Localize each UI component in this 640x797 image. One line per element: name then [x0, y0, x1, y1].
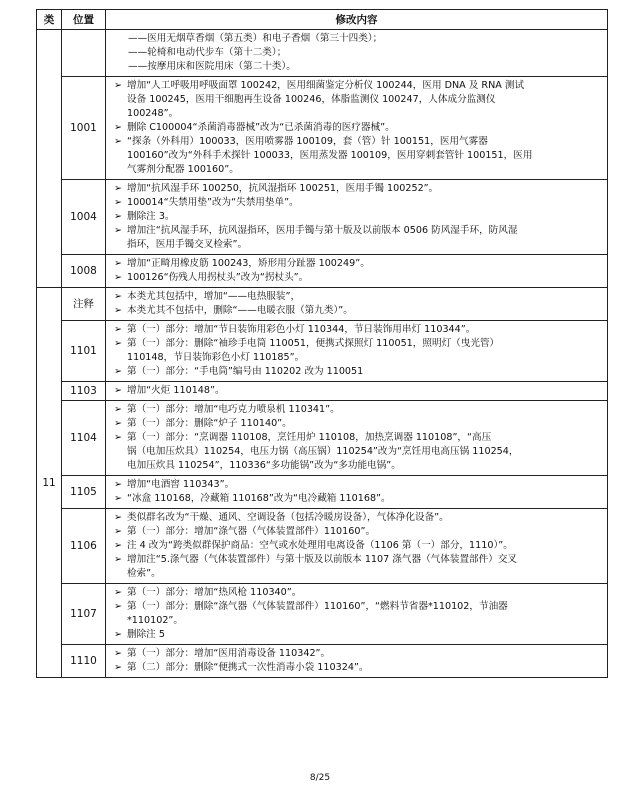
table-row	[37, 30, 608, 77]
line-text: 100248”。	[127, 108, 179, 119]
bullet-arrow-icon: ➢	[114, 526, 123, 537]
bullet-arrow-icon: ➢	[114, 404, 123, 415]
line-text: 第（一）部分：增加“电巧克力喷泉机 110341”。	[127, 404, 340, 415]
bullet-arrow-icon: ➢	[114, 258, 123, 269]
content-line	[114, 163, 601, 177]
bullet-arrow-icon: ➢	[114, 291, 123, 302]
content-line	[114, 271, 601, 285]
bullet-arrow-icon: ➢	[114, 493, 123, 504]
header-position: 位置	[62, 10, 106, 30]
line-text: ——轮椅和电动代步车（第十二类）；	[128, 47, 287, 58]
content-line	[114, 647, 601, 661]
content-line	[114, 492, 601, 506]
content-cell	[106, 645, 608, 678]
content-line	[114, 290, 601, 304]
table-row	[37, 77, 608, 180]
bullet-arrow-icon: ➢	[114, 432, 123, 443]
bullet-arrow-icon: ➢	[114, 540, 123, 551]
content-cell	[106, 180, 608, 255]
line-text: 删除注 3。	[127, 211, 175, 222]
content-line	[114, 46, 601, 60]
content-cell	[106, 382, 608, 401]
amendment-table	[36, 9, 608, 678]
line-text: 增加“火炬 110148”。	[127, 385, 225, 396]
position-cell: 1103	[62, 382, 106, 401]
position-cell: 1106	[62, 509, 106, 584]
bullet-arrow-icon: ➢	[114, 305, 123, 316]
content-line	[114, 323, 601, 337]
line-text: 100014“失禁用垫”改为“失禁用垫单”。	[127, 197, 299, 208]
table-row	[37, 255, 608, 288]
content-line	[114, 79, 601, 93]
line-text: 第（一）部分：增加“医用消毒设备 110342”。	[127, 648, 331, 659]
line-text: 增加“电酒窖 110343”。	[127, 479, 235, 490]
line-text: “探条（外科用）100033，医用喷雾器 100109，套（管）针 100151，医用气雾器	[127, 136, 488, 147]
table-row	[37, 180, 608, 255]
content-line	[114, 567, 601, 581]
bullet-arrow-icon: ➢	[114, 418, 123, 429]
content-cell	[106, 255, 608, 288]
line-text: 增加注“5.涤气器（气体装置部件）与第十版及以前版本 1107 涤气器（气体装置部件）交叉	[127, 554, 518, 565]
bullet-arrow-icon: ➢	[114, 324, 123, 335]
line-text: 增加“抗风湿手环 100250，抗风湿指环 100251，医用手镯 100252”。	[127, 183, 439, 194]
content-cell	[106, 509, 608, 584]
content-line	[114, 553, 601, 567]
line-text: 第（一）部分：增加“节日装饰用彩色小灯 110344，节日装饰用串灯 110344”。	[127, 324, 476, 335]
line-text: 指环，医用手镯交叉检索”。	[127, 239, 248, 250]
table-row	[37, 509, 608, 584]
bullet-arrow-icon: ➢	[114, 338, 123, 349]
bullet-arrow-icon: ➢	[114, 648, 123, 659]
line-text: 第（一）部分：“烹调器 110108，烹饪用炉 110108，加热烹调器 110108”，“高压	[127, 432, 492, 443]
content-line	[114, 431, 601, 445]
bullet-arrow-icon: ➢	[114, 136, 123, 147]
position-cell: 1104	[62, 401, 106, 476]
table-header-row	[37, 10, 608, 30]
position-cell: 注释	[62, 288, 106, 321]
line-text: 气雾剂分配器 100160”。	[127, 164, 239, 175]
line-text: 本类尤其不包括中，删除“——电暖衣服（第九类）”。	[127, 305, 353, 316]
position-cell: 1004	[62, 180, 106, 255]
table-row	[37, 584, 608, 645]
category-cell	[37, 30, 62, 288]
content-line	[114, 539, 601, 553]
bullet-arrow-icon: ➢	[114, 197, 123, 208]
bullet-arrow-icon: ➢	[114, 554, 123, 565]
bullet-arrow-icon: ➢	[114, 122, 123, 133]
content-line	[114, 304, 601, 318]
content-line	[114, 478, 601, 492]
content-line	[114, 224, 601, 238]
content-line	[114, 107, 601, 121]
table-row	[37, 321, 608, 382]
bullet-arrow-icon: ➢	[114, 80, 123, 91]
position-cell: 1008	[62, 255, 106, 288]
bullet-arrow-icon: ➢	[114, 587, 123, 598]
line-text: “冰盒 110168，冷藏箱 110168”改为“电冷藏箱 110168”。	[127, 493, 391, 504]
content-line	[114, 511, 601, 525]
content-cell	[106, 288, 608, 321]
bullet-arrow-icon: ➢	[114, 272, 123, 283]
line-text: 增加“人工呼吸用呼吸面罩 100242，医用细菌鉴定分析仪 100244，医用 DNA 及 RNA 测试	[127, 80, 525, 91]
header-category: 类	[37, 10, 62, 30]
position-cell: 1001	[62, 77, 106, 180]
content-line	[114, 525, 601, 539]
content-line	[114, 149, 601, 163]
line-text: 增加“正畸用橡皮筋 100243，矫形用分趾器 100249”。	[127, 258, 370, 269]
table-row	[37, 401, 608, 476]
line-text: 电加压炊具 110254”，110336“多功能锅”改为“多功能电锅”。	[127, 460, 401, 471]
content-line	[114, 445, 601, 459]
content-line	[114, 32, 601, 46]
bullet-arrow-icon: ➢	[114, 211, 123, 222]
content-line	[114, 182, 601, 196]
content-line	[114, 600, 601, 614]
header-content: 修改内容	[106, 10, 608, 30]
line-text: 类似群名改为“干燥、通风、空调设备（包括冷暖房设备），气体净化设备”。	[127, 512, 449, 523]
content-line	[114, 351, 601, 365]
line-text: 锅（电加压炊具）110254，电压力锅（高压锅）110254”改为“烹饪用电高压锅 110254，	[127, 446, 519, 457]
line-text: 本类尤其包括中，增加“——电热服装”，	[127, 291, 301, 302]
content-cell	[106, 476, 608, 509]
content-line	[114, 384, 601, 398]
line-text: 检索”。	[127, 568, 161, 579]
line-text: 第（一）部分：删除“炉子 110140”。	[127, 418, 292, 429]
table-row	[37, 476, 608, 509]
bullet-arrow-icon: ➢	[114, 183, 123, 194]
content-line	[114, 628, 601, 642]
bullet-arrow-icon: ➢	[114, 479, 123, 490]
line-text: 第（一）部分：增加“热风枪 110340”。	[127, 587, 302, 598]
line-text: 注 4 改为“跨类似群保护商品：空气或水处理用电离设备（1106 第（一）部分，1110）”。	[127, 540, 513, 551]
position-cell: 1105	[62, 476, 106, 509]
position-cell	[62, 30, 106, 77]
line-text: 110148，节日装饰彩色小灯 110185”。	[127, 352, 305, 363]
bullet-arrow-icon: ➢	[114, 629, 123, 640]
line-text: 第（一）部分：增加“涤气器（气体装置部件）110160”。	[127, 526, 376, 537]
line-text: 100160”改为“外科手术探针 100033，医用蒸发器 100109，医用穿刺套管针 100151，医用	[127, 150, 533, 161]
content-line	[114, 614, 601, 628]
content-line	[114, 417, 601, 431]
bullet-arrow-icon: ➢	[114, 601, 123, 612]
category-cell: 11	[37, 288, 62, 678]
content-line	[114, 121, 601, 135]
bullet-arrow-icon: ➢	[114, 662, 123, 673]
content-line	[114, 459, 601, 473]
content-line	[114, 586, 601, 600]
content-line	[114, 661, 601, 675]
line-text: ——按摩用床和医院用床（第二十类）。	[128, 61, 296, 72]
content-line	[114, 196, 601, 210]
line-text: 第（二）部分：删除“便携式一次性消毒小袋 110324”。	[127, 662, 369, 673]
content-cell	[106, 77, 608, 180]
content-cell	[106, 401, 608, 476]
content-line	[114, 93, 601, 107]
line-text: ——医用无烟草香烟（第五类）和电子香烟（第三十四类）；	[128, 33, 383, 44]
line-text: 设备 100245，医用干细胞再生设备 100246，体脂监测仪 100247，人体成分监测仪	[127, 94, 496, 105]
table-row	[37, 382, 608, 401]
table-body	[37, 30, 608, 678]
content-line	[114, 60, 601, 74]
content-line	[114, 257, 601, 271]
content-line	[114, 403, 601, 417]
page-number: 8/25	[309, 773, 331, 783]
position-cell: 1107	[62, 584, 106, 645]
content-line	[114, 210, 601, 224]
content-line	[114, 337, 601, 351]
position-cell: 1101	[62, 321, 106, 382]
line-text: 删除注 5	[127, 629, 165, 640]
content-cell	[106, 30, 608, 77]
content-cell	[106, 584, 608, 645]
content-line	[114, 238, 601, 252]
line-text: 100126“伤残人用拐杖头”改为“拐杖头”。	[127, 272, 309, 283]
content-line	[114, 135, 601, 149]
bullet-arrow-icon: ➢	[114, 366, 123, 377]
line-text: 增加注“抗风湿手环，抗风湿指环，医用手镯与第十版及以前版本 0506 防风湿手环，防风湿	[127, 225, 518, 236]
line-text: *110102”。	[127, 615, 183, 626]
bullet-arrow-icon: ➢	[114, 385, 123, 396]
position-cell: 1110	[62, 645, 106, 678]
table-row	[37, 645, 608, 678]
line-text: 第（一）部分：删除“袖珍手电筒 110051，便携式探照灯 110051，照明灯（曳光管）	[127, 338, 500, 349]
bullet-arrow-icon: ➢	[114, 225, 123, 236]
content-line	[114, 365, 601, 379]
content-cell	[106, 321, 608, 382]
bullet-arrow-icon: ➢	[114, 512, 123, 523]
line-text: 删除 C100004“杀菌消毒器械”改为“已杀菌消毒的医疗器械”。	[127, 122, 395, 133]
line-text: 第（一）部分：“手电筒”编号由 110202 改为 110051	[127, 366, 364, 377]
table-row	[37, 288, 608, 321]
line-text: 第（一）部分：删除“涤气器（气体装置部件）110160”，“燃料节省器*110102，节油器	[127, 601, 508, 612]
